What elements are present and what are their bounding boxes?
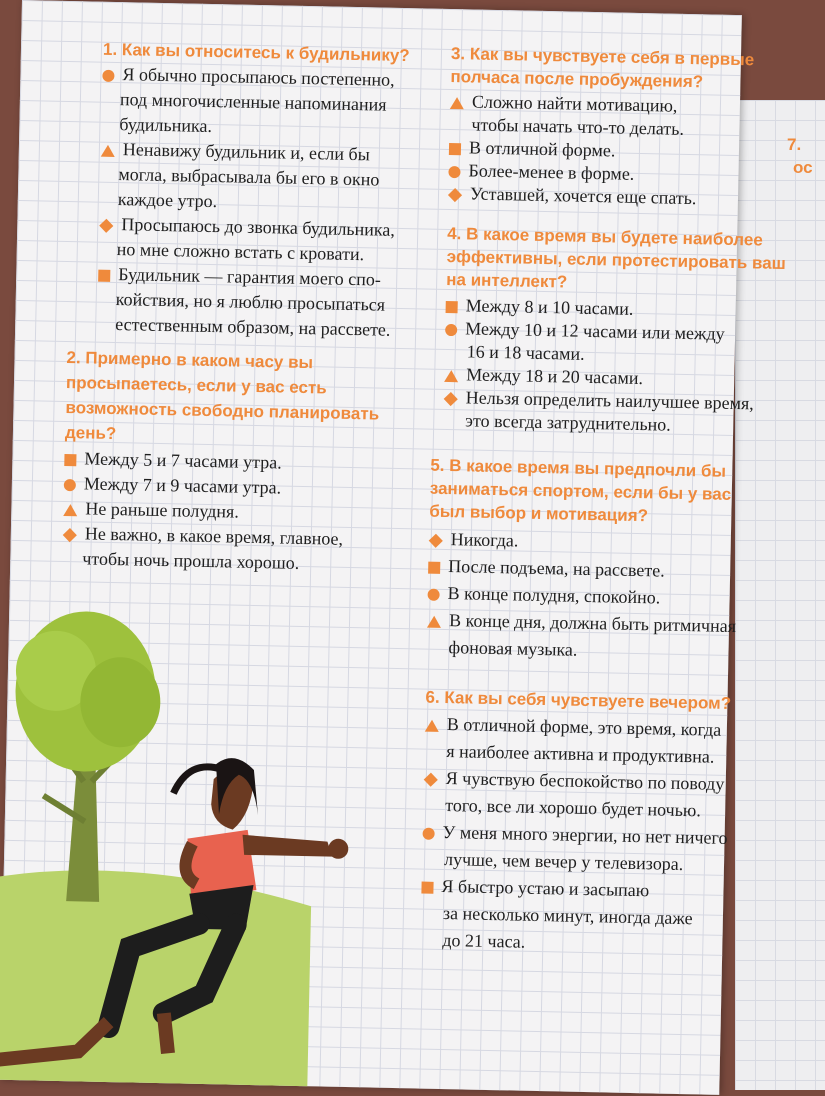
q1-option-4: Будильник — гарантия моего спо- xyxy=(98,262,381,293)
q4-option-4: Нельзя определить наилучшее время, xyxy=(444,385,755,416)
tree-icon xyxy=(11,610,162,903)
next-page-question-number: 7. xyxy=(787,135,802,154)
question-4-title-line-1: 4. В какое время вы будете наиболее xyxy=(447,223,763,250)
question-6-title: 6. Как вы себя чувствуете вечером? xyxy=(425,687,732,714)
q6-option-4-line-3: до 21 часа. xyxy=(442,930,526,952)
diamond-marker-icon xyxy=(63,528,77,542)
square-marker-icon xyxy=(421,881,433,893)
question-2-title-line-3: возможность свободно планировать xyxy=(65,398,380,424)
circle-marker-icon xyxy=(102,70,114,82)
q1-option-2-line-2: могла, выбрасывала бы его в окно xyxy=(118,164,380,190)
square-marker-icon xyxy=(446,301,458,313)
question-2-title-line-2: просыпаетесь, если у вас есть xyxy=(65,373,327,398)
triangle-marker-icon xyxy=(450,97,464,109)
q1-option-1: Я обычно просыпаюсь постепенно, xyxy=(102,62,395,93)
diamond-marker-icon xyxy=(444,392,458,406)
question-4-title-line-2: эффективны, если протестировать ваш xyxy=(446,246,787,274)
question-2-title-line-4: день? xyxy=(64,422,117,444)
q4-option-1: Между 8 и 10 часами. xyxy=(445,293,633,322)
illustration xyxy=(0,579,368,1087)
q1-option-3: Просыпаюсь до звонка будильника, xyxy=(99,212,395,243)
diamond-marker-icon xyxy=(424,773,438,787)
q3-option-1-line-2: чтобы начать что-то делать. xyxy=(471,114,685,139)
q5-option-3: В конце полудня, спокойно. xyxy=(427,581,660,611)
q6-option-3-line-2: лучше, чем вечер у телевизора. xyxy=(443,849,684,875)
q1-option-3-line-2: но мне сложно встать с кровати. xyxy=(116,239,365,265)
question-3-title-line-1: 3. Как вы чувствуете себя в первые xyxy=(450,43,755,70)
q5-option-4-line-2: фоновая музыка. xyxy=(448,637,578,660)
triangle-marker-icon xyxy=(425,719,439,731)
q6-option-2-line-2: того, все ли хорошо будет ночью. xyxy=(445,795,702,821)
q3-option-1: Сложно найти мотивацию, xyxy=(450,89,678,119)
triangle-marker-icon xyxy=(101,145,115,157)
q2-option-3: Не раньше полудня. xyxy=(63,496,239,525)
q4-option-3: Между 18 и 20 часами. xyxy=(444,362,643,391)
q1-option-2-line-3: каждое утро. xyxy=(117,189,218,212)
q4-option-2-line-2: 16 и 18 часами. xyxy=(466,341,585,364)
q6-option-2: Я чувствую беспокойство по поводу xyxy=(424,766,725,797)
square-marker-icon xyxy=(98,270,110,282)
question-2-title-line-1: 2. Примерно в каком часу вы xyxy=(66,348,314,373)
question-5-title-line-1: 5. В какое время вы предпочли бы xyxy=(430,455,727,481)
q6-option-3: У меня много энергии, но нет ничего xyxy=(422,820,727,851)
q5-option-1: Никогда. xyxy=(429,527,519,554)
q6-option-1: В отличной форме, это время, когда xyxy=(425,712,722,743)
q1-option-2: Ненавижу будильник и, если бы xyxy=(101,137,370,168)
q4-option-2: Между 10 и 12 часами или между xyxy=(445,316,725,347)
q2-option-4-line-2: чтобы ночь прошла хорошо. xyxy=(82,548,300,573)
square-marker-icon xyxy=(449,143,461,155)
q1-option-4-line-3: естественным образом, на рассвете. xyxy=(115,314,391,340)
q3-option-2: В отличной форме. xyxy=(449,135,616,163)
circle-marker-icon xyxy=(428,589,440,601)
diamond-marker-icon xyxy=(448,188,462,202)
diamond-marker-icon xyxy=(429,534,443,548)
q1-option-4-line-2: койствия, но я люблю просыпаться xyxy=(115,289,386,315)
q6-option-4-line-2: за несколько минут, иногда даже xyxy=(442,903,693,929)
q2-option-2: Между 7 и 9 часами утра. xyxy=(64,471,282,501)
question-5-title-line-3: был выбор и мотивация? xyxy=(429,501,649,526)
question-4-title-line-3: на интеллект? xyxy=(446,269,568,292)
square-marker-icon xyxy=(428,562,440,574)
triangle-marker-icon xyxy=(63,504,77,516)
q6-option-4: Я быстро устаю и засыпаю xyxy=(421,874,649,904)
triangle-marker-icon xyxy=(427,615,441,627)
q2-option-1: Между 5 и 7 часами утра. xyxy=(64,446,282,476)
q5-option-2: После подъема, на рассвете. xyxy=(428,554,665,584)
q5-option-4: В конце дня, должна быть ритмичная xyxy=(427,608,736,639)
circle-marker-icon xyxy=(64,479,76,491)
q4-option-4-line-2: это всегда затруднительно. xyxy=(465,410,672,435)
q6-option-1-line-2: я наиболее активна и продуктивна. xyxy=(446,741,715,767)
triangle-marker-icon xyxy=(444,370,458,382)
next-page-question-fragment: ос xyxy=(793,158,813,177)
question-3-title-line-2: полчаса после пробуждения? xyxy=(450,66,704,92)
circle-marker-icon xyxy=(448,166,460,178)
question-1-title: 1. Как вы относитесь к будильнику? xyxy=(102,39,410,66)
question-5-title-line-2: заниматься спортом, если бы у вас xyxy=(429,478,732,504)
circle-marker-icon xyxy=(423,827,435,839)
q1-option-1-line-3: будильника. xyxy=(119,114,213,137)
diamond-marker-icon xyxy=(99,219,113,233)
circle-marker-icon xyxy=(445,324,457,336)
q1-option-1-line-2: под многочисленные напоминания xyxy=(119,89,387,115)
q3-option-4: Уставшей, хочется еще спать. xyxy=(448,181,697,211)
square-marker-icon xyxy=(64,454,76,466)
q3-option-3: Более-менее в форме. xyxy=(448,158,634,187)
q2-option-4: Не важно, в какое время, главное, xyxy=(63,521,344,552)
